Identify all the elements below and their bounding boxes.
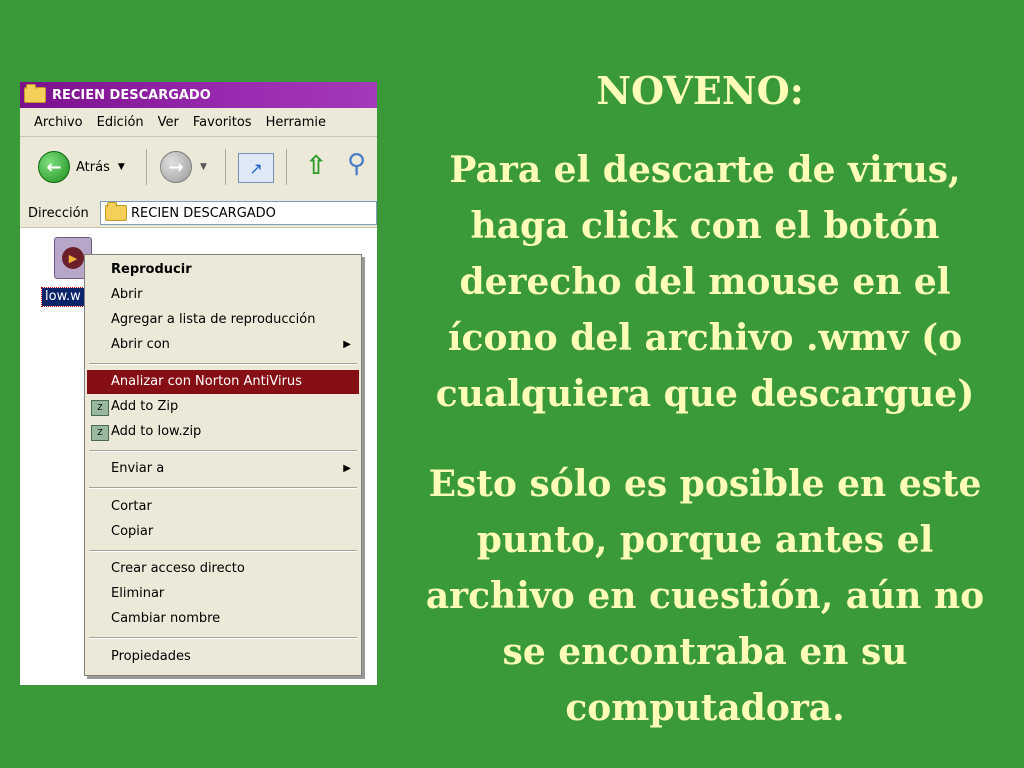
folder-icon: [105, 205, 127, 221]
views-icon: ↗: [249, 158, 263, 178]
menu-separator: [89, 550, 357, 552]
toolbar-separator: [146, 149, 147, 185]
ctx-copiar[interactable]: Copiar: [111, 524, 154, 539]
ctx-cambiar-nombre[interactable]: Cambiar nombre: [111, 611, 221, 626]
menu-herramientas[interactable]: Herramie: [265, 114, 327, 130]
menu-bar: [20, 108, 377, 137]
chevron-down-icon[interactable]: ▼: [200, 162, 207, 172]
menu-favoritos[interactable]: Favoritos: [192, 114, 252, 130]
ctx-add-to-low-zip[interactable]: [87, 420, 359, 444]
search-button[interactable]: [347, 149, 377, 185]
toolbar-separator: [225, 149, 226, 185]
views-button[interactable]: [238, 153, 274, 183]
window-title: RECIEN DESCARGADO: [52, 87, 211, 103]
folder-icon: [24, 87, 46, 103]
address-field[interactable]: [100, 201, 377, 225]
ctx-crear-acceso-directo[interactable]: Crear acceso directo: [111, 561, 245, 576]
slide-paragraph-1: Para el descarte de virus, haga click con el botón derecho del mouse en el ícono del archivo .wmv (o cualquiera que descargue): [435, 149, 975, 415]
address-value: RECIEN DESCARGADO: [131, 205, 276, 221]
toolbar-separator: [286, 149, 287, 185]
back-label: Atrás: [76, 159, 110, 175]
ctx-reproducir[interactable]: Reproducir: [111, 262, 192, 277]
forward-button[interactable]: [160, 151, 207, 183]
menu-edicion[interactable]: Edición: [96, 114, 144, 130]
ctx-add-to-zip-label: Add to Zip: [111, 399, 179, 414]
back-arrow-icon: ←: [38, 151, 70, 183]
back-button[interactable]: [38, 151, 125, 183]
zip-icon: Z: [91, 400, 109, 416]
ctx-abrir-con-label: Abrir con: [111, 337, 170, 352]
ctx-eliminar[interactable]: Eliminar: [111, 586, 165, 601]
slide-paragraph-2: Esto sólo es posible en este punto, porque antes el archivo en cuestión, aún no se encontraba en su computadora.: [425, 463, 985, 729]
slide-heading: NOVENO:: [596, 68, 804, 113]
context-menu: [84, 254, 362, 676]
submenu-arrow-icon: ▶: [343, 463, 351, 474]
zip-icon: Z: [91, 425, 109, 441]
ctx-agregar-lista[interactable]: Agregar a lista de reproducción: [111, 312, 316, 327]
ctx-enviar-a[interactable]: [87, 457, 359, 481]
ctx-enviar-a-label: Enviar a: [111, 461, 165, 476]
address-label: Dirección: [28, 205, 89, 221]
menu-ver[interactable]: Ver: [157, 114, 179, 130]
explorer-screenshot: [20, 82, 377, 685]
ctx-abrir-con[interactable]: [87, 333, 359, 357]
media-play-icon: ▶: [62, 247, 84, 269]
menu-separator: [89, 637, 357, 639]
ctx-abrir[interactable]: Abrir: [111, 287, 143, 302]
ctx-propiedades[interactable]: Propiedades: [111, 649, 191, 664]
file-name-label[interactable]: low.w: [42, 288, 86, 306]
submenu-arrow-icon: ▶: [343, 339, 351, 350]
address-bar: [20, 199, 377, 228]
menu-separator: [89, 363, 357, 365]
menu-archivo[interactable]: Archivo: [34, 114, 83, 130]
search-icon: ⚲: [347, 149, 367, 179]
forward-arrow-icon: →: [160, 151, 192, 183]
up-arrow-icon: ⇧: [305, 151, 327, 181]
toolbar: [20, 137, 377, 200]
up-folder-button[interactable]: [300, 149, 332, 183]
window-title-bar[interactable]: [20, 82, 377, 108]
ctx-add-to-low-zip-label: Add to low.zip: [111, 424, 202, 439]
menu-separator: [89, 487, 357, 489]
chevron-down-icon[interactable]: ▼: [117, 162, 125, 172]
menu-separator: [89, 450, 357, 452]
ctx-add-to-zip[interactable]: [87, 395, 359, 419]
ctx-norton-antivirus[interactable]: Analizar con Norton AntiVirus: [87, 370, 359, 394]
ctx-cortar[interactable]: Cortar: [111, 499, 152, 514]
